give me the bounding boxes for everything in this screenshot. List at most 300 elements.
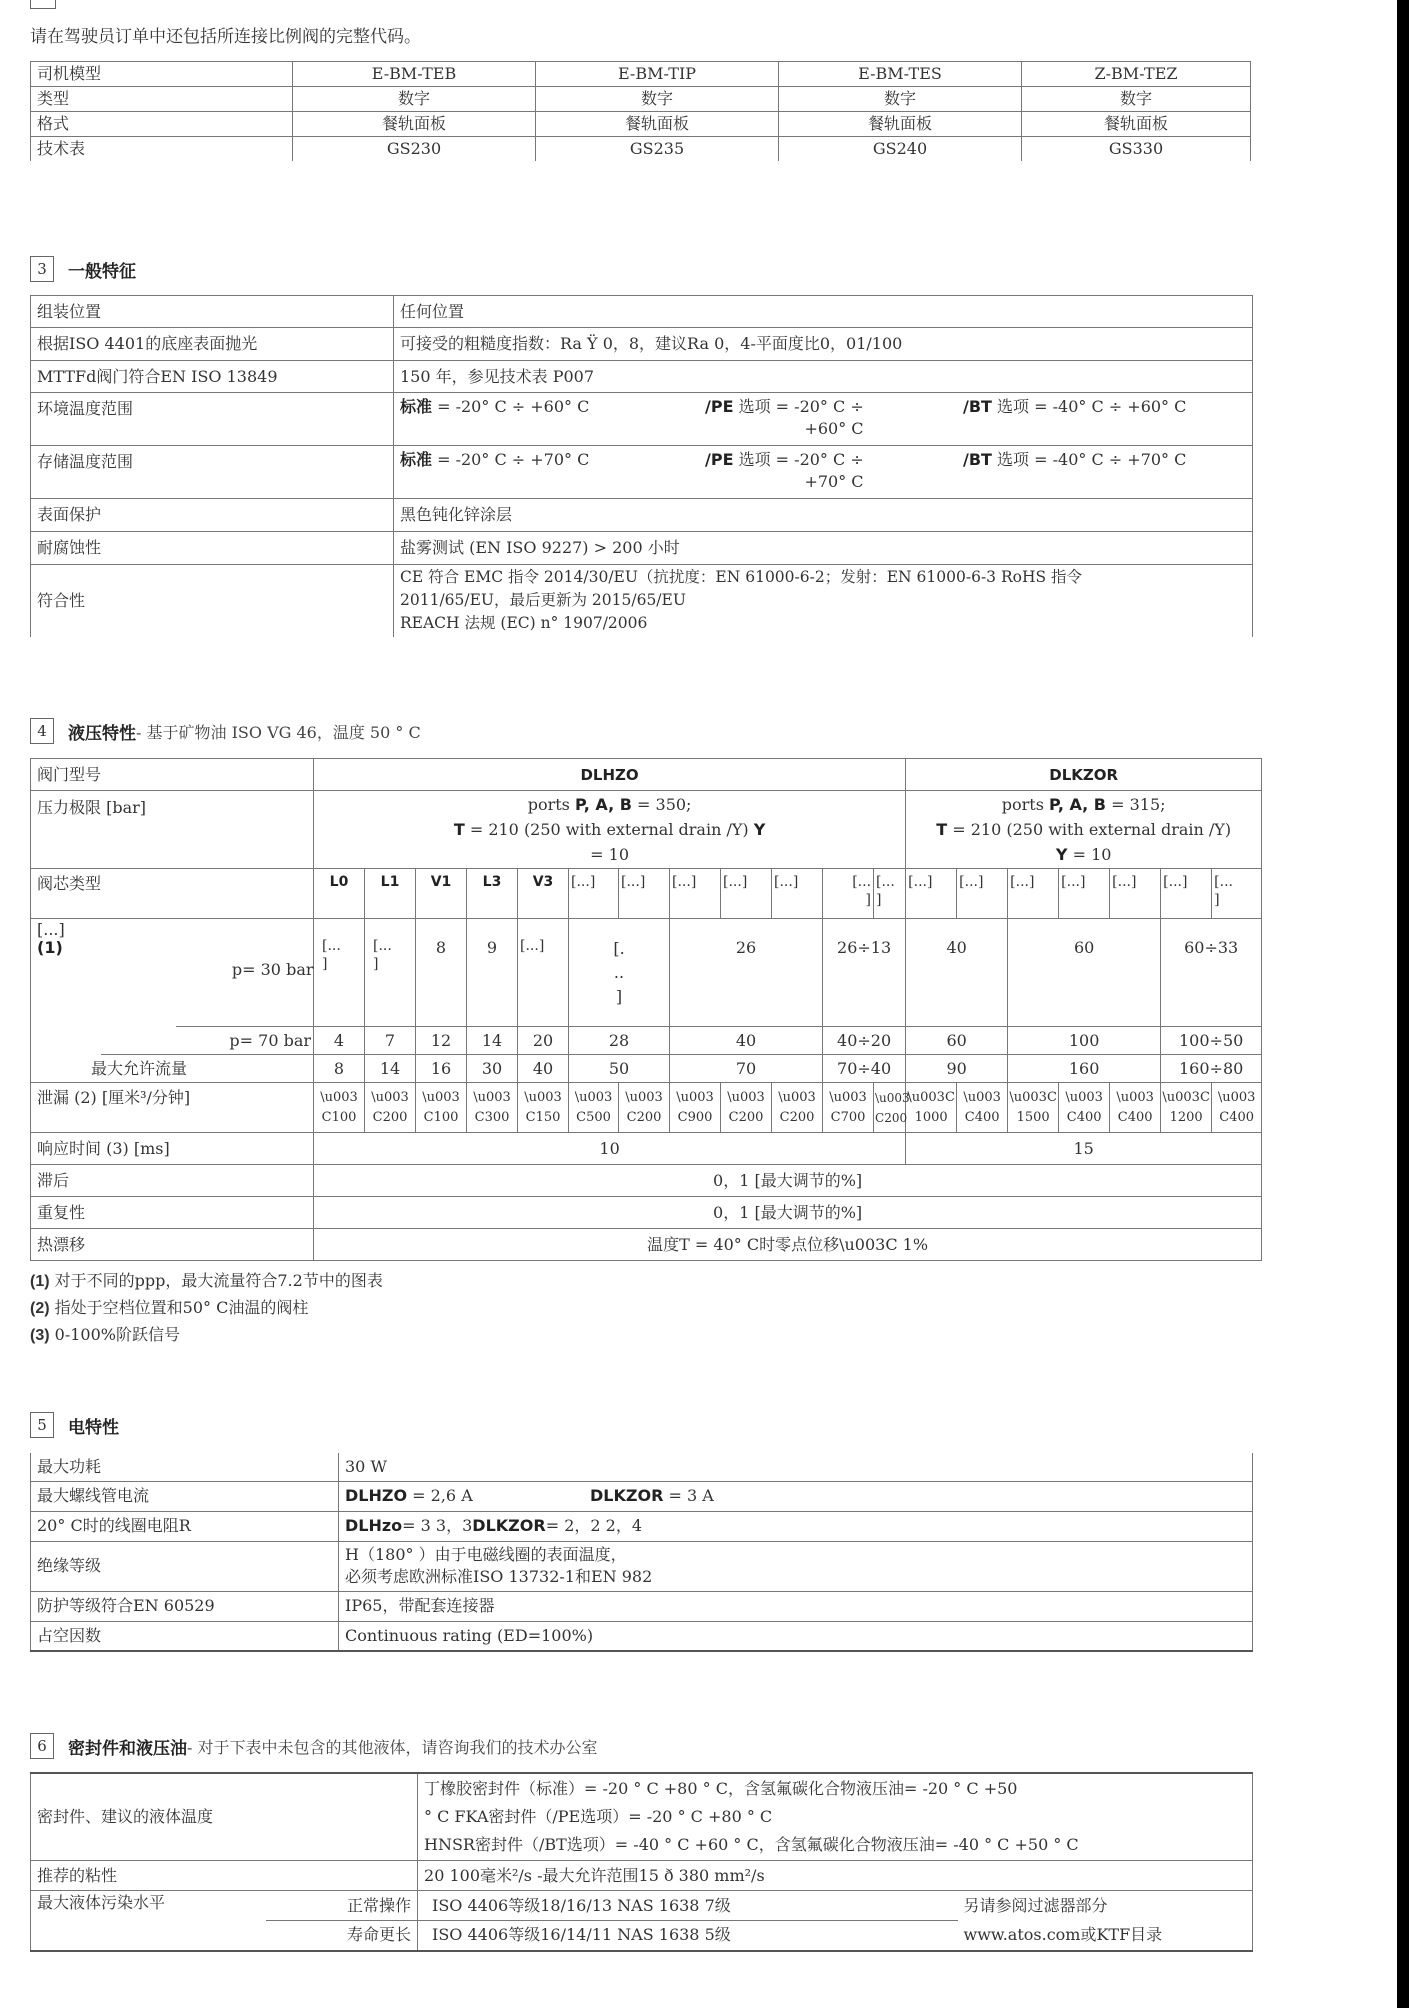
leak-line: \u003 [1116, 1089, 1154, 1105]
spool-type: [...] [772, 869, 823, 919]
row-value [418, 1773, 1253, 1861]
leak-line: \u003 [524, 1089, 562, 1105]
pe-value: 选项 = -20° C ÷ [733, 397, 864, 416]
row-label: 响应时间 (3) [ms] [31, 1133, 314, 1165]
bt-label: /BT [963, 450, 992, 469]
text: = 315; [1106, 795, 1166, 814]
leak-line: \u003 [625, 1089, 663, 1105]
leakage [619, 1083, 670, 1133]
drivers-table [30, 61, 1251, 161]
flow-p30: 9 [467, 919, 518, 1027]
row-label: 滞后 [31, 1165, 314, 1197]
text: = 210 (250 with external drain /Y) [464, 820, 754, 839]
std-label: 标准 [400, 397, 433, 416]
max-flow: 40 [518, 1055, 569, 1083]
row-value [339, 1541, 1253, 1591]
section-4-header [30, 718, 421, 744]
row-label: 类型 [31, 87, 293, 112]
leakage [823, 1083, 874, 1133]
section-subtitle: - 基于矿物油 ISO VG 46，温度 50 ° C [136, 722, 421, 742]
section-6-header [30, 1733, 598, 1759]
cell: 餐轨面板 [779, 112, 1022, 137]
driver-model: Z-BM-TEZ [1022, 62, 1251, 87]
flow-p70: 7 [365, 1027, 416, 1055]
datasheet-link: GS240 [779, 137, 1022, 162]
table-row [31, 1165, 1262, 1197]
spool-type: [...] [619, 869, 670, 919]
leak-line: \u003C [907, 1089, 955, 1105]
pe-value-cont: +70° C [804, 472, 864, 491]
pe-value: 选项 = -20° C ÷ [733, 450, 864, 469]
spool-type: [...] [1110, 869, 1161, 919]
footnote-text: 0-100%阶跃信号 [49, 1325, 180, 1344]
std-value: = -20° C ÷ +70° C [432, 450, 590, 469]
leak-line: C200 [626, 1109, 662, 1125]
spool-type: [...] [1008, 869, 1059, 919]
compliance-line: 2011/65/EU，最后更新为 2015/65/EU [400, 591, 686, 610]
row-label: 耐腐蚀性 [31, 532, 394, 565]
table-row [31, 565, 1253, 637]
flow-p30: [...] [518, 919, 569, 1027]
pressure-dlkzor [906, 791, 1262, 869]
row-label: 绝缘等级 [31, 1541, 339, 1591]
max-flow: 14 [365, 1055, 416, 1083]
max-flow: 160 [1008, 1055, 1161, 1083]
row-value [394, 393, 1253, 446]
row-label: 组装位置 [31, 296, 394, 328]
hysteresis-value: 0，1 [最大调节的%] [314, 1165, 1262, 1197]
max-flow: 90 [906, 1055, 1008, 1083]
leakage [1059, 1083, 1110, 1133]
dlhzo-label: DLHzo [345, 1516, 403, 1535]
leakage [467, 1083, 518, 1133]
leak-line: C200 [372, 1109, 408, 1125]
flow-p70: 100 [1008, 1027, 1161, 1055]
spool-type: [...] [906, 869, 957, 919]
leak-line: \u003 [1065, 1089, 1103, 1105]
maxflow-label-text: 最大允许流量 [91, 1058, 188, 1078]
leakage [365, 1083, 416, 1133]
leak-line: \u003 [778, 1089, 816, 1105]
text: = 350; [631, 795, 692, 814]
section-title: 电特性 [68, 1417, 119, 1438]
section-title: 一般特征 [68, 261, 136, 282]
table-row [31, 532, 1253, 565]
driver-model: E-BM-TES [779, 62, 1022, 87]
flow-p70: 4 [314, 1027, 365, 1055]
footnote [30, 1268, 383, 1295]
row-label: 最大液体污染水平 [31, 1891, 266, 1921]
dlkzor-label: DLKZOR [472, 1516, 546, 1535]
leak-line: \u003 [727, 1089, 765, 1105]
leak-line: \u003 [574, 1089, 613, 1105]
table-row [31, 112, 1251, 137]
normal-operation-value: ISO 4406等级18/16/13 NAS 1638 7级 [418, 1891, 958, 1921]
flow-p30: 60÷33 [1161, 919, 1262, 1027]
leak-line: \u003 [875, 1090, 910, 1105]
table-row [31, 446, 1253, 499]
leak-line: \u003 [1217, 1089, 1256, 1105]
row-label: 重复性 [31, 1197, 314, 1229]
maxflow-label [31, 1055, 314, 1083]
leak-line: C100 [423, 1109, 459, 1125]
footnote-number: (3) [30, 1327, 50, 1344]
table-row [31, 1541, 1253, 1591]
table-row [31, 1027, 1262, 1055]
flow-p30: 60 [1008, 919, 1161, 1027]
leak-line: \u003 [320, 1089, 358, 1105]
leakage [1161, 1083, 1212, 1133]
leak-line: 1000 [914, 1109, 948, 1125]
flow-p30: 26÷13 [823, 919, 906, 1027]
row-value: 黑色钝化锌涂层 [394, 499, 1253, 532]
max-flow: 8 [314, 1055, 365, 1083]
table-row [31, 791, 1262, 869]
row-label: 格式 [31, 112, 293, 137]
row-value: IP65，带配套连接器 [339, 1591, 1253, 1621]
flow-p70: 20 [518, 1027, 569, 1055]
leak-line: C400 [1219, 1109, 1255, 1125]
cell: 数字 [293, 87, 536, 112]
max-flow: 160÷80 [1161, 1055, 1262, 1083]
port-y: Y [753, 820, 766, 839]
row-label: 符合性 [31, 565, 394, 637]
table-row [31, 296, 1253, 328]
ports: P, A, B [1049, 795, 1106, 814]
footnote-number: (1) [30, 1273, 50, 1290]
leak-line: C900 [677, 1109, 713, 1125]
row-label: 环境温度范围 [31, 393, 394, 446]
section-subtitle: - 对于下表中未包含的其他液体，请咨询我们的技术办公室 [187, 1737, 598, 1757]
row-label: 存储温度范围 [31, 446, 394, 499]
footnote-text: 对于不同的ppp，最大流量符合7.2节中的图表 [49, 1271, 383, 1290]
leak-line: \u003 [963, 1089, 1001, 1105]
dlhzo-label: DLHZO [345, 1486, 408, 1505]
pressure-dlhzo [314, 791, 906, 869]
leakage [1110, 1083, 1161, 1133]
leak-line: \u003 [371, 1089, 409, 1105]
dlkzor-label: DLKZOR [590, 1486, 664, 1505]
ports: P, A, B [574, 795, 632, 814]
flow-p70: 40 [670, 1027, 823, 1055]
driver-model: E-BM-TIP [536, 62, 779, 87]
leak-line: \u003C [1162, 1089, 1210, 1105]
spool-type: L1 [365, 869, 416, 919]
thermal-drift-value: 温度T = 40° C时零点位移\u003C 1% [314, 1229, 1262, 1261]
insulation-line: 必须考虑欧洲标准ISO 13732-1和EN 982 [345, 1567, 653, 1586]
dlhzo-value: = 3 3，3 [402, 1516, 473, 1535]
cell: 数字 [1022, 87, 1251, 112]
row-label: 20° C时的线圈电阻R [31, 1511, 339, 1541]
row-label: 最大螺线管电流 [31, 1481, 339, 1511]
cell: 餐轨面板 [293, 112, 536, 137]
seals-fluids-table [30, 1772, 1253, 1952]
flow-label-group [31, 919, 314, 1027]
seal-line: 丁橡胶密封件（标准）= -20 ° C +80 ° C，含氢氟碳化合物液压油= -20 ° C +50 [424, 1779, 1018, 1798]
section-title: 密封件和液压油 [68, 1738, 187, 1759]
flow-p70: 60 [906, 1027, 1008, 1055]
seal-line: ° C FKA密封件（/PE选项）= -20 ° C +80 ° C [424, 1807, 773, 1826]
electrical-characteristics-table [30, 1453, 1253, 1652]
flow-p70: 40÷20 [823, 1027, 906, 1055]
spacer [31, 1921, 266, 1951]
row-value: 盐雾测试 (EN ISO 9227) > 200 小时 [394, 532, 1253, 565]
table-row [31, 361, 1253, 393]
row-value: Continuous rating (ED=100%) [339, 1621, 1253, 1651]
hydraulic-characteristics-table [30, 758, 1262, 1261]
text: = 10 [1067, 845, 1112, 864]
datasheet-link: GS230 [293, 137, 536, 162]
table-row [31, 1083, 1262, 1133]
port-y: Y [1055, 845, 1068, 864]
max-flow: 70 [670, 1055, 823, 1083]
leakage [518, 1083, 569, 1133]
spool-type: [...] [1059, 869, 1110, 919]
text: ports [527, 795, 575, 814]
leak-line: C500 [576, 1109, 611, 1125]
leak-line: 1200 [1169, 1109, 1203, 1125]
table-row [31, 499, 1253, 532]
cell: 数字 [779, 87, 1022, 112]
filter-note: 另请参阅过滤器部分 [958, 1891, 1253, 1921]
table-row [31, 1773, 1253, 1861]
model-dlhzo: DLHZO [314, 759, 906, 791]
leakage [772, 1083, 823, 1133]
table-row [31, 393, 1253, 446]
flow-p30: 26 [670, 919, 823, 1027]
table-row [31, 1481, 1253, 1511]
leak-line: C400 [1066, 1109, 1102, 1125]
leak-line: C200 [779, 1109, 815, 1125]
table-row [31, 1591, 1253, 1621]
normal-operation-label: 正常操作 [266, 1891, 418, 1921]
leak-line: \u003C [1009, 1089, 1057, 1105]
leak-line: \u003 [676, 1089, 714, 1105]
footnote-number: (2) [30, 1300, 50, 1317]
spool-type: [... ] [823, 869, 874, 919]
flow-p70: 100÷50 [1161, 1027, 1262, 1055]
section-number: 6 [30, 1733, 54, 1759]
spool-type: [...] [721, 869, 772, 919]
footnote [30, 1322, 383, 1349]
footnote-text: 指处于空档位置和50° C油温的阀柱 [49, 1298, 309, 1317]
std-label: 标准 [400, 450, 433, 469]
row-label: 根据ISO 4401的底座表面抛光 [31, 328, 394, 361]
seal-line: HNSR密封件（/BT选项）= -40 ° C +60 ° C，含氢氟碳化合物液压油= -40 ° C +50 ° C [424, 1835, 1079, 1854]
table-row [31, 869, 1262, 919]
leakage [906, 1083, 957, 1133]
leak-line: \u003 [829, 1089, 867, 1105]
bt-label: /BT [963, 397, 992, 416]
cell: 餐轨面板 [1022, 112, 1251, 137]
table-row [31, 1453, 1253, 1481]
leak-line: C300 [474, 1109, 510, 1125]
flow-p30: [... ] [365, 919, 416, 1027]
row-label: MTTFd阀门符合EN ISO 13849 [31, 361, 394, 393]
dlkzor-value: = 3 A [663, 1486, 714, 1505]
section-3-header [30, 256, 136, 282]
flow-p70: 28 [569, 1027, 670, 1055]
row-label: 阀门型号 [31, 759, 314, 791]
repeatability-value: 0，1 [最大调节的%] [314, 1197, 1262, 1229]
table-row [31, 137, 1251, 162]
max-flow: 30 [467, 1055, 518, 1083]
flow-p70: 12 [416, 1027, 467, 1055]
leak-line: C150 [525, 1109, 561, 1125]
flow-p70: 14 [467, 1027, 518, 1055]
driver-model: E-BM-TEB [293, 62, 536, 87]
row-label: 最大功耗 [31, 1453, 339, 1481]
spool-type: [... ] [1212, 869, 1262, 919]
row-value: 150 年，参见技术表 P007 [394, 361, 1253, 393]
row-value: 可接受的粗糙度指数：Ra Ÿ 0，8，建议Ra 0，4-平面度比0，01/100 [394, 328, 1253, 361]
flow-label: [...] [37, 920, 65, 939]
row-value [394, 446, 1253, 499]
section-2-header-remnant [30, 0, 56, 9]
leak-line: 1500 [1016, 1109, 1050, 1125]
compliance-line: REACH 法规 (EC) n° 1907/2006 [400, 614, 648, 633]
row-label: 推荐的粘性 [31, 1861, 418, 1891]
leak-line: C200 [728, 1109, 764, 1125]
flow-p30: [. .. ] [569, 919, 670, 1027]
datasheet-link: GS330 [1022, 137, 1251, 162]
p30-label: p= 30 bar [231, 960, 314, 979]
table-row [31, 1511, 1253, 1541]
table-row [31, 62, 1251, 87]
table-row [31, 1621, 1253, 1651]
section-5-header [30, 1412, 119, 1438]
leak-line: C100 [321, 1109, 357, 1125]
row-label: 防护等级符合EN 60529 [31, 1591, 339, 1621]
page-edge-bar [1397, 0, 1409, 2008]
spool-type: V3 [518, 869, 569, 919]
section-number: 5 [30, 1412, 54, 1438]
compliance-line: CE 符合 EMC 指令 2014/30/EU（抗扰度：EN 61000-6-2；发射：EN 61000-6-3 RoHS 指令 [400, 568, 1083, 587]
pe-label: /PE [705, 397, 734, 416]
table-row [31, 1861, 1253, 1891]
row-label: 压力极限 [bar] [31, 791, 314, 869]
text: ports [1001, 795, 1050, 814]
bt-value: 选项 = -40° C ÷ +70° C [991, 450, 1187, 469]
row-value [339, 1481, 1253, 1511]
table-row [31, 1891, 1253, 1921]
table-row [31, 759, 1262, 791]
p70-label-text: p= 70 bar [229, 1030, 312, 1050]
max-flow: 50 [569, 1055, 670, 1083]
port-t: T [936, 820, 948, 839]
row-value [339, 1511, 1253, 1541]
p70-label [229, 1027, 314, 1055]
leakage [1212, 1083, 1262, 1133]
flow-p30: 8 [416, 919, 467, 1027]
spool-type: L0 [314, 869, 365, 919]
section-number: 4 [30, 718, 54, 744]
cell: 餐轨面板 [536, 112, 779, 137]
leakage [314, 1083, 365, 1133]
dlhzo-value: = 2,6 A [407, 1486, 473, 1505]
general-characteristics-table [30, 295, 1253, 637]
leak-line: C200 [875, 1110, 908, 1125]
leak-line: C700 [830, 1109, 866, 1125]
leakage [957, 1083, 1008, 1133]
table-row [31, 1197, 1262, 1229]
footnote [30, 1295, 383, 1322]
table-row [31, 1055, 1262, 1083]
std-value: = -20° C ÷ +60° C [432, 397, 590, 416]
row-label: 阀芯类型 [31, 869, 314, 919]
section-number: 3 [30, 256, 54, 282]
row-label: 表面保护 [31, 499, 394, 532]
text: = 10 [590, 845, 630, 864]
row-label: 泄漏 (2) [厘米³/分钟] [31, 1083, 314, 1133]
spool-type: [...] [670, 869, 721, 919]
spool-type: [... ] [874, 869, 906, 919]
row-label: 技术表 [31, 137, 293, 162]
row-value: 20 100毫米²/s -最大允许范围15 ð 380 mm²/s [418, 1861, 1253, 1891]
insulation-line: H（180° ）由于电磁线圈的表面温度， [345, 1545, 627, 1564]
table-row [31, 1229, 1262, 1261]
row-label: 热漂移 [31, 1229, 314, 1261]
bt-value: 选项 = -40° C ÷ +60° C [991, 397, 1187, 416]
pe-label: /PE [705, 450, 734, 469]
max-flow: 70÷40 [823, 1055, 906, 1083]
cell: 数字 [536, 87, 779, 112]
catalog-link[interactable]: www.atos.com或KTF目录 [958, 1921, 1253, 1951]
pe-value-cont: +60° C [804, 419, 864, 438]
response-time-dlkzor: 15 [906, 1133, 1262, 1165]
row-value [394, 565, 1253, 637]
row-value: 任何位置 [394, 296, 1253, 328]
row-value: 30 W [339, 1453, 1253, 1481]
max-flow: 16 [416, 1055, 467, 1083]
row-label: 密封件、建议的液体温度 [31, 1773, 418, 1861]
leakage [1008, 1083, 1059, 1133]
section-title: 液压特性 [68, 723, 136, 744]
flow-p30: [... ] [314, 919, 365, 1027]
leakage [721, 1083, 772, 1133]
leak-line: \u003 [422, 1089, 460, 1105]
text: = 210 (250 with external drain /Y) [947, 820, 1232, 839]
intro-text: 请在驾驶员订单中还包括所连接比例阀的完整代码。 [30, 27, 421, 47]
row-label: 司机模型 [31, 62, 293, 87]
port-t: T [453, 820, 465, 839]
flow-p30: 40 [906, 919, 1008, 1027]
leak-line: \u003 [473, 1089, 511, 1105]
longer-life-value: ISO 4406等级16/14/11 NAS 1638 5级 [418, 1921, 958, 1951]
table-row [31, 919, 1262, 1027]
spool-type: [...] [957, 869, 1008, 919]
dlkzor-value: = 2，2 2，4 [545, 1516, 643, 1535]
leak-line: C400 [964, 1109, 1000, 1125]
note-ref: (1) [37, 938, 63, 957]
leakage [416, 1083, 467, 1133]
leakage [874, 1083, 910, 1133]
leakage [670, 1083, 721, 1133]
table-row [31, 1921, 1253, 1951]
table-row [31, 87, 1251, 112]
longer-life-label: 寿命更长 [266, 1921, 418, 1951]
footnotes [30, 1268, 383, 1349]
spool-type: V1 [416, 869, 467, 919]
leakage [569, 1083, 619, 1133]
response-time-dlhzo: 10 [314, 1133, 906, 1165]
row-label: 占空因数 [31, 1621, 339, 1651]
spool-type: [...] [569, 869, 619, 919]
leak-line: C400 [1117, 1109, 1153, 1125]
spool-type: [...] [1161, 869, 1212, 919]
table-row [31, 328, 1253, 361]
model-dlkzor: DLKZOR [906, 759, 1262, 791]
